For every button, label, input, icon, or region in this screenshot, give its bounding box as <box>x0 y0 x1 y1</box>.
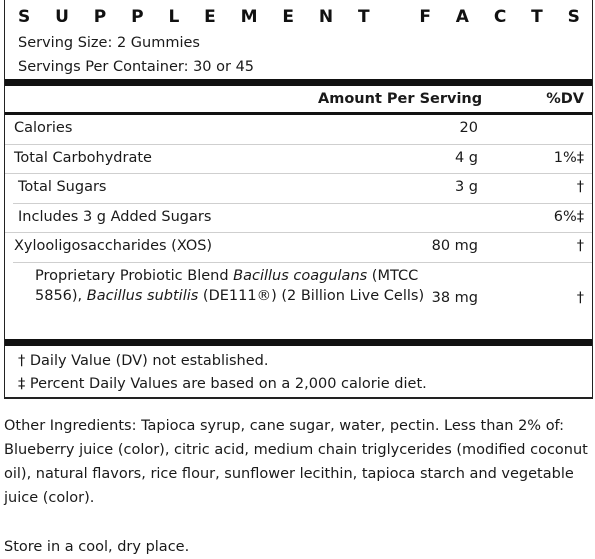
panel-title <box>18 6 580 28</box>
blend-species: Bacillus coagulans <box>233 268 368 284</box>
row-label-calories: Calories <box>14 120 73 136</box>
servings-per-container: Servings Per Container: 30 or 45 <box>18 59 255 75</box>
title-letter: P <box>93 7 107 27</box>
row-label-xos: Xylooligosaccharides (XOS) <box>14 238 213 254</box>
serving-size: Serving Size: 2 Gummies <box>18 35 200 51</box>
row-label-added-sugars: Includes 3 g Added Sugars <box>18 209 212 225</box>
title-letter: T <box>531 7 543 27</box>
row-divider <box>5 173 592 174</box>
column-dv-header: %DV <box>546 91 584 107</box>
other-ingredients: Other Ingredients: Tapioca syrup, cane sugar, water, pectin. Less than 2% of: Blueberry juice (color), citric acid, medium chain triglycerides (modified coconut oil), natural flavors, rice flour, sunflower lecithin, tapioca starch and vegetable juice (color). <box>4 418 588 506</box>
title-letter: E <box>204 7 216 27</box>
title-letter: L <box>168 7 180 27</box>
title-letter: E <box>282 7 295 27</box>
column-amount-header: Amount Per Serving <box>318 91 483 107</box>
row-dv-total-carbohydrate: 1%‡ <box>553 150 584 166</box>
panel-bottom-border <box>4 397 593 399</box>
blend-text: Proprietary Probiotic Blend <box>35 268 234 284</box>
thick-divider <box>5 79 592 86</box>
title-letter: M <box>240 7 258 27</box>
footnote-dagger: † Daily Value (DV) not established. <box>18 353 269 369</box>
row-dv-xos: † <box>576 238 584 254</box>
row-divider <box>13 262 592 263</box>
row-dv-probiotic-blend: † <box>576 290 584 306</box>
row-divider <box>13 203 592 204</box>
row-divider <box>5 144 592 145</box>
title-letter: C <box>493 7 507 27</box>
title-letter: A <box>455 7 469 27</box>
footnote-double-dagger: ‡ Percent Daily Values are based on a 2,000 calorie diet. <box>18 376 427 392</box>
row-amount-probiotic-blend: 38 mg <box>431 290 478 306</box>
row-label-total-carbohydrate: Total Carbohydrate <box>14 150 152 166</box>
header-divider <box>5 112 592 115</box>
blend-text: (DE111®) (2 Billion Live Cells) <box>198 288 425 304</box>
title-letter: U <box>55 7 69 27</box>
title-letter: T <box>357 7 370 27</box>
title-letter: P <box>131 7 144 27</box>
row-label-probiotic-blend <box>35 266 425 306</box>
title-letter: N <box>318 7 334 27</box>
supplement-facts-panel <box>4 0 593 398</box>
row-label-total-sugars: Total Sugars <box>18 179 107 195</box>
row-amount-total-carbohydrate: 4 g <box>454 150 478 166</box>
blend-text: (MTCC 5856), <box>35 268 419 304</box>
title-letter: F <box>419 7 431 27</box>
thick-divider <box>5 339 592 346</box>
row-amount-calories: 20 <box>459 120 478 136</box>
row-amount-xos: 80 mg <box>431 238 478 254</box>
blend-species: Bacillus subtilis <box>86 288 199 304</box>
title-letter: S <box>18 7 31 27</box>
row-amount-total-sugars: 3 g <box>454 179 478 195</box>
row-divider <box>5 232 592 233</box>
title-letter: S <box>567 7 580 27</box>
storage-instructions: Store in a cool, dry place. <box>4 539 190 555</box>
row-dv-added-sugars: 6%‡ <box>553 209 584 225</box>
row-dv-total-sugars: † <box>576 179 584 195</box>
